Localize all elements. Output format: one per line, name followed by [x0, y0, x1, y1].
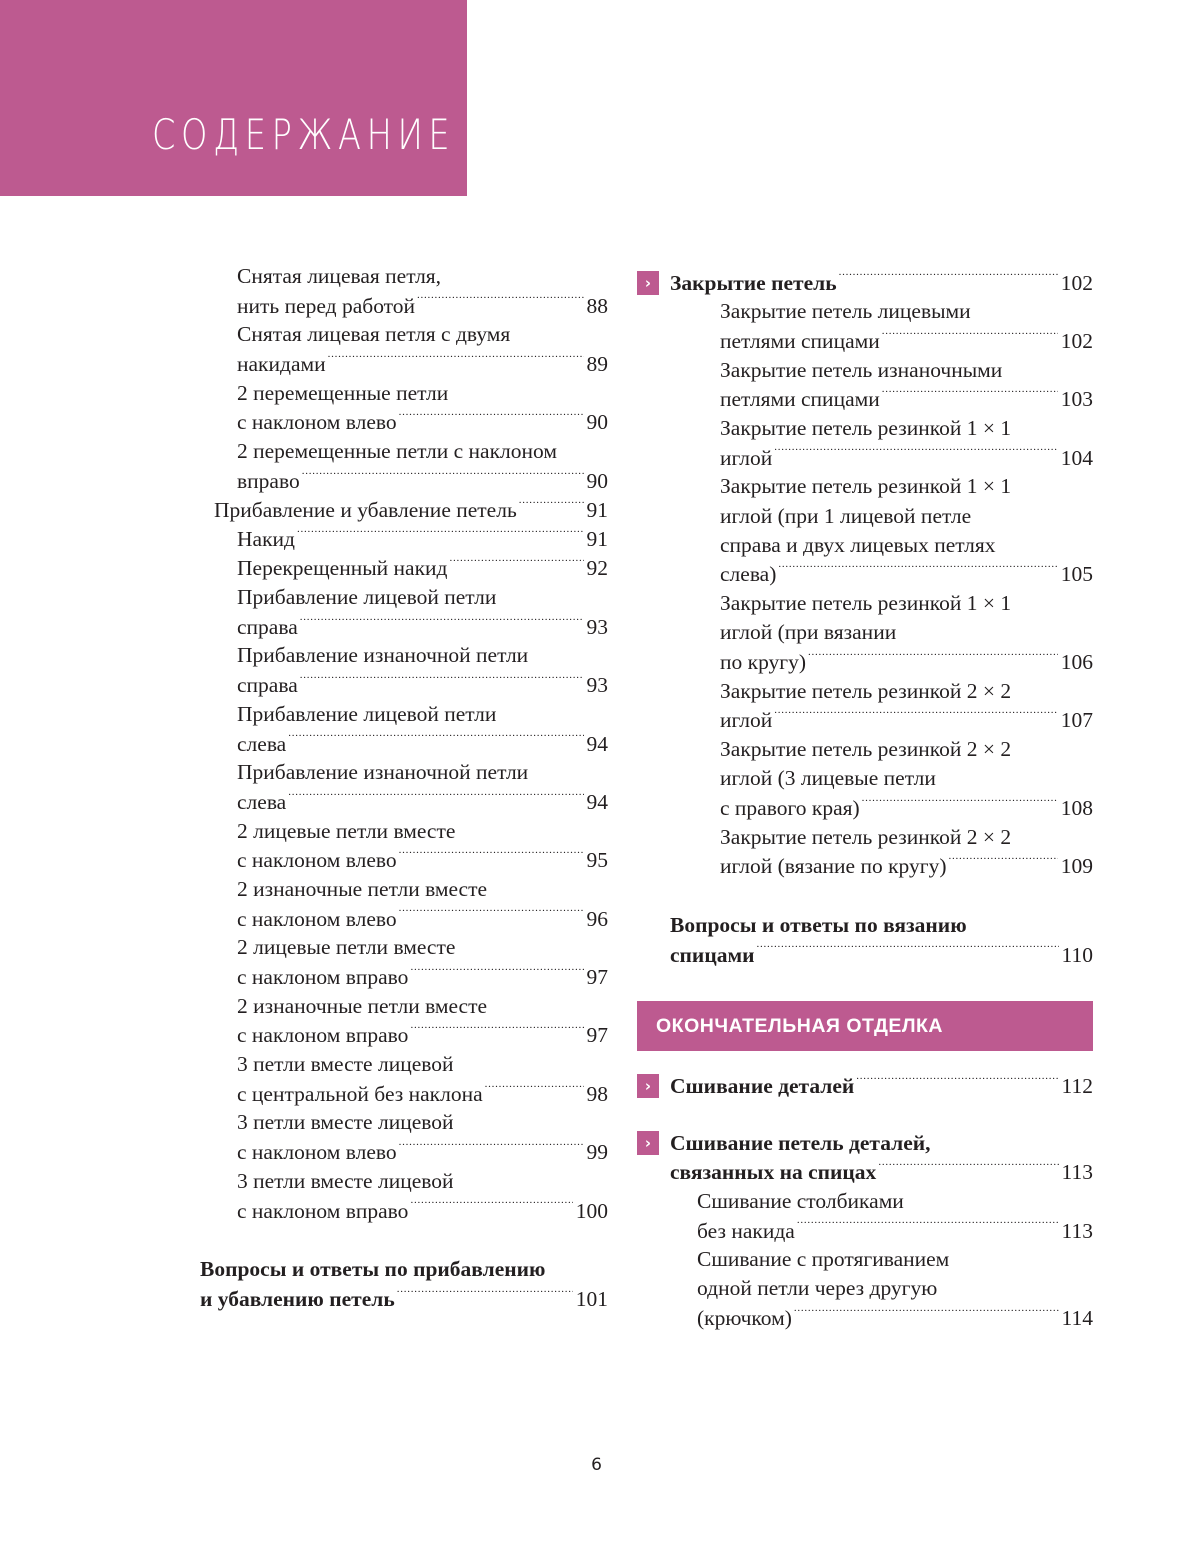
toc-entry: Прибавление изнаночной петли	[237, 760, 529, 785]
chevron-right-icon: ›	[637, 271, 659, 295]
toc-entry: Прибавление изнаночной петли	[237, 643, 529, 668]
toc-entry: Закрытие петель резинкой 2 × 2	[720, 737, 1012, 761]
toc-entry: иглой (вязание по кругу) . . . 109	[637, 852, 1093, 881]
page-ref: 114	[1061, 1306, 1093, 1331]
toc-entry: по кругу) . . . 106	[637, 647, 1093, 676]
page-ref: 103	[1060, 387, 1093, 412]
toc-entry: слева) . . . 105	[637, 560, 1093, 589]
page-ref: 97	[586, 965, 608, 989]
page-ref: 102	[1060, 328, 1093, 353]
toc-entry: Закрытие петель резинкой 2 × 2	[720, 824, 1012, 849]
page-ref: 94	[586, 789, 608, 814]
toc-entry: без накида . . . 113	[637, 1216, 1093, 1245]
toc-entry: иглой (3 лицевые петли	[720, 766, 936, 791]
toc-entry: 3 петли вместе лицевой	[237, 1110, 454, 1135]
toc-entry: слева . . . 94	[200, 787, 608, 816]
toc-entry: справа . . . 93	[200, 612, 608, 641]
page-ref: 113	[1061, 1160, 1093, 1185]
toc-entry: слева . . . 94	[200, 729, 608, 758]
toc-entry: Закрытие петель резинкой 1 × 1	[720, 415, 1012, 440]
toc-entry: Прибавление и убавление петель . . . 91	[200, 496, 608, 525]
page-ref: 105	[1060, 562, 1093, 587]
page-ref: 102	[1060, 270, 1093, 295]
toc-entry: с правого края) . . . 108	[637, 793, 1093, 822]
toc-entry: вправо . . . 90	[200, 466, 608, 495]
page-ref: 95	[586, 848, 608, 873]
toc-entry: петлями спицами . . . 102	[637, 326, 1093, 355]
chevron-right-icon: ›	[637, 1131, 659, 1155]
toc-entry: (крючком) . . . 114	[637, 1304, 1093, 1333]
page-ref: 101	[575, 1286, 608, 1311]
page-ref: 91	[586, 498, 608, 522]
toc-heading: › Закрытие петель . . . 102	[637, 268, 1093, 297]
toc-entry: одной петли через другую	[697, 1276, 938, 1301]
toc-entry: иглой (при 1 лицевой петле	[720, 503, 972, 528]
toc-entry: справа и двух лицевых петлях	[720, 532, 996, 557]
toc-heading: Вопросы и ответы по вязанию	[670, 912, 967, 937]
toc-entry: 2 перемещенные петли	[237, 380, 449, 405]
toc-entry: Снятая лицевая петля,	[237, 264, 442, 288]
toc-heading: и убавлению петель . . . 101	[200, 1284, 608, 1313]
toc-entry: иглой . . . 104	[637, 443, 1093, 472]
toc-column-right	[637, 268, 1093, 1333]
toc-heading: › Сшивание петель деталей,	[637, 1129, 1093, 1158]
page-ref: 89	[586, 352, 608, 377]
toc-entry: нить перед работой . . . 88	[200, 291, 608, 320]
toc-entry: с наклоном влево . . . 96	[200, 904, 608, 933]
page-ref: 90	[586, 410, 608, 435]
toc-entry: с наклоном вправо . . . 100	[200, 1196, 608, 1225]
toc-entry: 2 лицевые петли вместе	[237, 818, 456, 843]
page-ref: 92	[586, 556, 608, 581]
page-ref: 96	[586, 906, 608, 931]
page-ref: 97	[586, 1023, 608, 1048]
toc-entry: Снятая лицевая петля с двумя	[237, 322, 511, 347]
toc-entry: Закрытие петель резинкой 1 × 1	[720, 591, 1012, 616]
toc-entry: справа . . . 93	[200, 671, 608, 700]
toc-column-left	[200, 262, 608, 1314]
page-ref: 91	[586, 527, 608, 552]
toc-entry: иглой (при вязании	[720, 620, 897, 645]
page-ref: 104	[1060, 445, 1093, 470]
toc-heading: › Сшивание деталей . . . 112	[637, 1071, 1093, 1100]
toc-entry: Закрытие петель лицевыми	[720, 299, 971, 324]
toc-entry: Накид . . . 91	[200, 525, 608, 554]
toc-entry: иглой . . . 107	[637, 706, 1093, 735]
page-ref: 93	[586, 614, 608, 639]
page-ref: 98	[586, 1081, 608, 1106]
page-ref: 94	[586, 731, 608, 756]
toc-entry: петлями спицами . . . 103	[637, 385, 1093, 414]
toc-entry: с наклоном влево . . . 95	[200, 846, 608, 875]
toc-entry: Закрытие петель изнаночными	[720, 357, 1003, 382]
page-ref: 99	[586, 1140, 608, 1165]
toc-heading: связанных на спицах . . . 113	[637, 1158, 1093, 1187]
toc-entry: Закрытие петель резинкой 2 × 2	[720, 678, 1012, 703]
page-ref: 112	[1061, 1073, 1093, 1098]
toc-entry: Прибавление лицевой петли	[237, 585, 497, 610]
toc-entry: накидами . . . 89	[200, 350, 608, 379]
header-block	[0, 0, 467, 196]
toc-entry: 2 перемещенные петли с наклоном	[237, 439, 557, 464]
toc-heading: Вопросы и ответы по прибавлению	[200, 1257, 546, 1282]
toc-entry: с наклоном вправо . . . 97	[200, 963, 608, 992]
page-ref: 113	[1061, 1218, 1093, 1243]
page-ref: 109	[1060, 854, 1093, 879]
toc-entry: 2 изнаночные петли вместе	[237, 993, 488, 1018]
toc-heading: спицами . . . 110	[637, 940, 1093, 969]
page-ref: 90	[586, 468, 608, 493]
toc-entry: с наклоном влево . . . 90	[200, 408, 608, 437]
toc-entry: Закрытие петель резинкой 1 × 1	[720, 474, 1012, 499]
chevron-right-icon: ›	[637, 1074, 659, 1098]
toc-entry: 3 петли вместе лицевой	[237, 1052, 454, 1077]
toc-entry: с наклоном вправо . . . 97	[200, 1021, 608, 1050]
page-ref: 100	[575, 1198, 608, 1223]
toc-entry: 2 изнаночные петли вместе	[237, 876, 488, 901]
toc-entry: с центральной без наклона . . . 98	[200, 1079, 608, 1108]
toc-entry: Сшивание столбиками	[697, 1188, 904, 1213]
page-ref: 106	[1060, 649, 1093, 674]
page-ref: 93	[586, 673, 608, 698]
page-ref: 108	[1060, 795, 1093, 820]
page-ref: 107	[1060, 708, 1093, 733]
toc-entry: Сшивание с протягиванием	[697, 1247, 950, 1272]
toc-entry: 2 лицевые петли вместе	[237, 935, 456, 960]
section-header: ОКОНЧАТЕЛЬНАЯ ОТДЕЛКА	[637, 1001, 1093, 1051]
toc-entry: Прибавление лицевой петли	[237, 701, 497, 726]
toc-entry: с наклоном влево . . . 99	[200, 1138, 608, 1167]
toc-entry: 3 петли вместе лицевой	[237, 1168, 454, 1193]
toc-entry: Перекрещенный накид . . . 92	[200, 554, 608, 583]
page-ref: 88	[586, 293, 608, 318]
page-title: СОДЕРЖАНИЕ	[152, 110, 456, 159]
page-number: 6	[591, 1455, 602, 1475]
page-ref: 110	[1061, 942, 1093, 967]
